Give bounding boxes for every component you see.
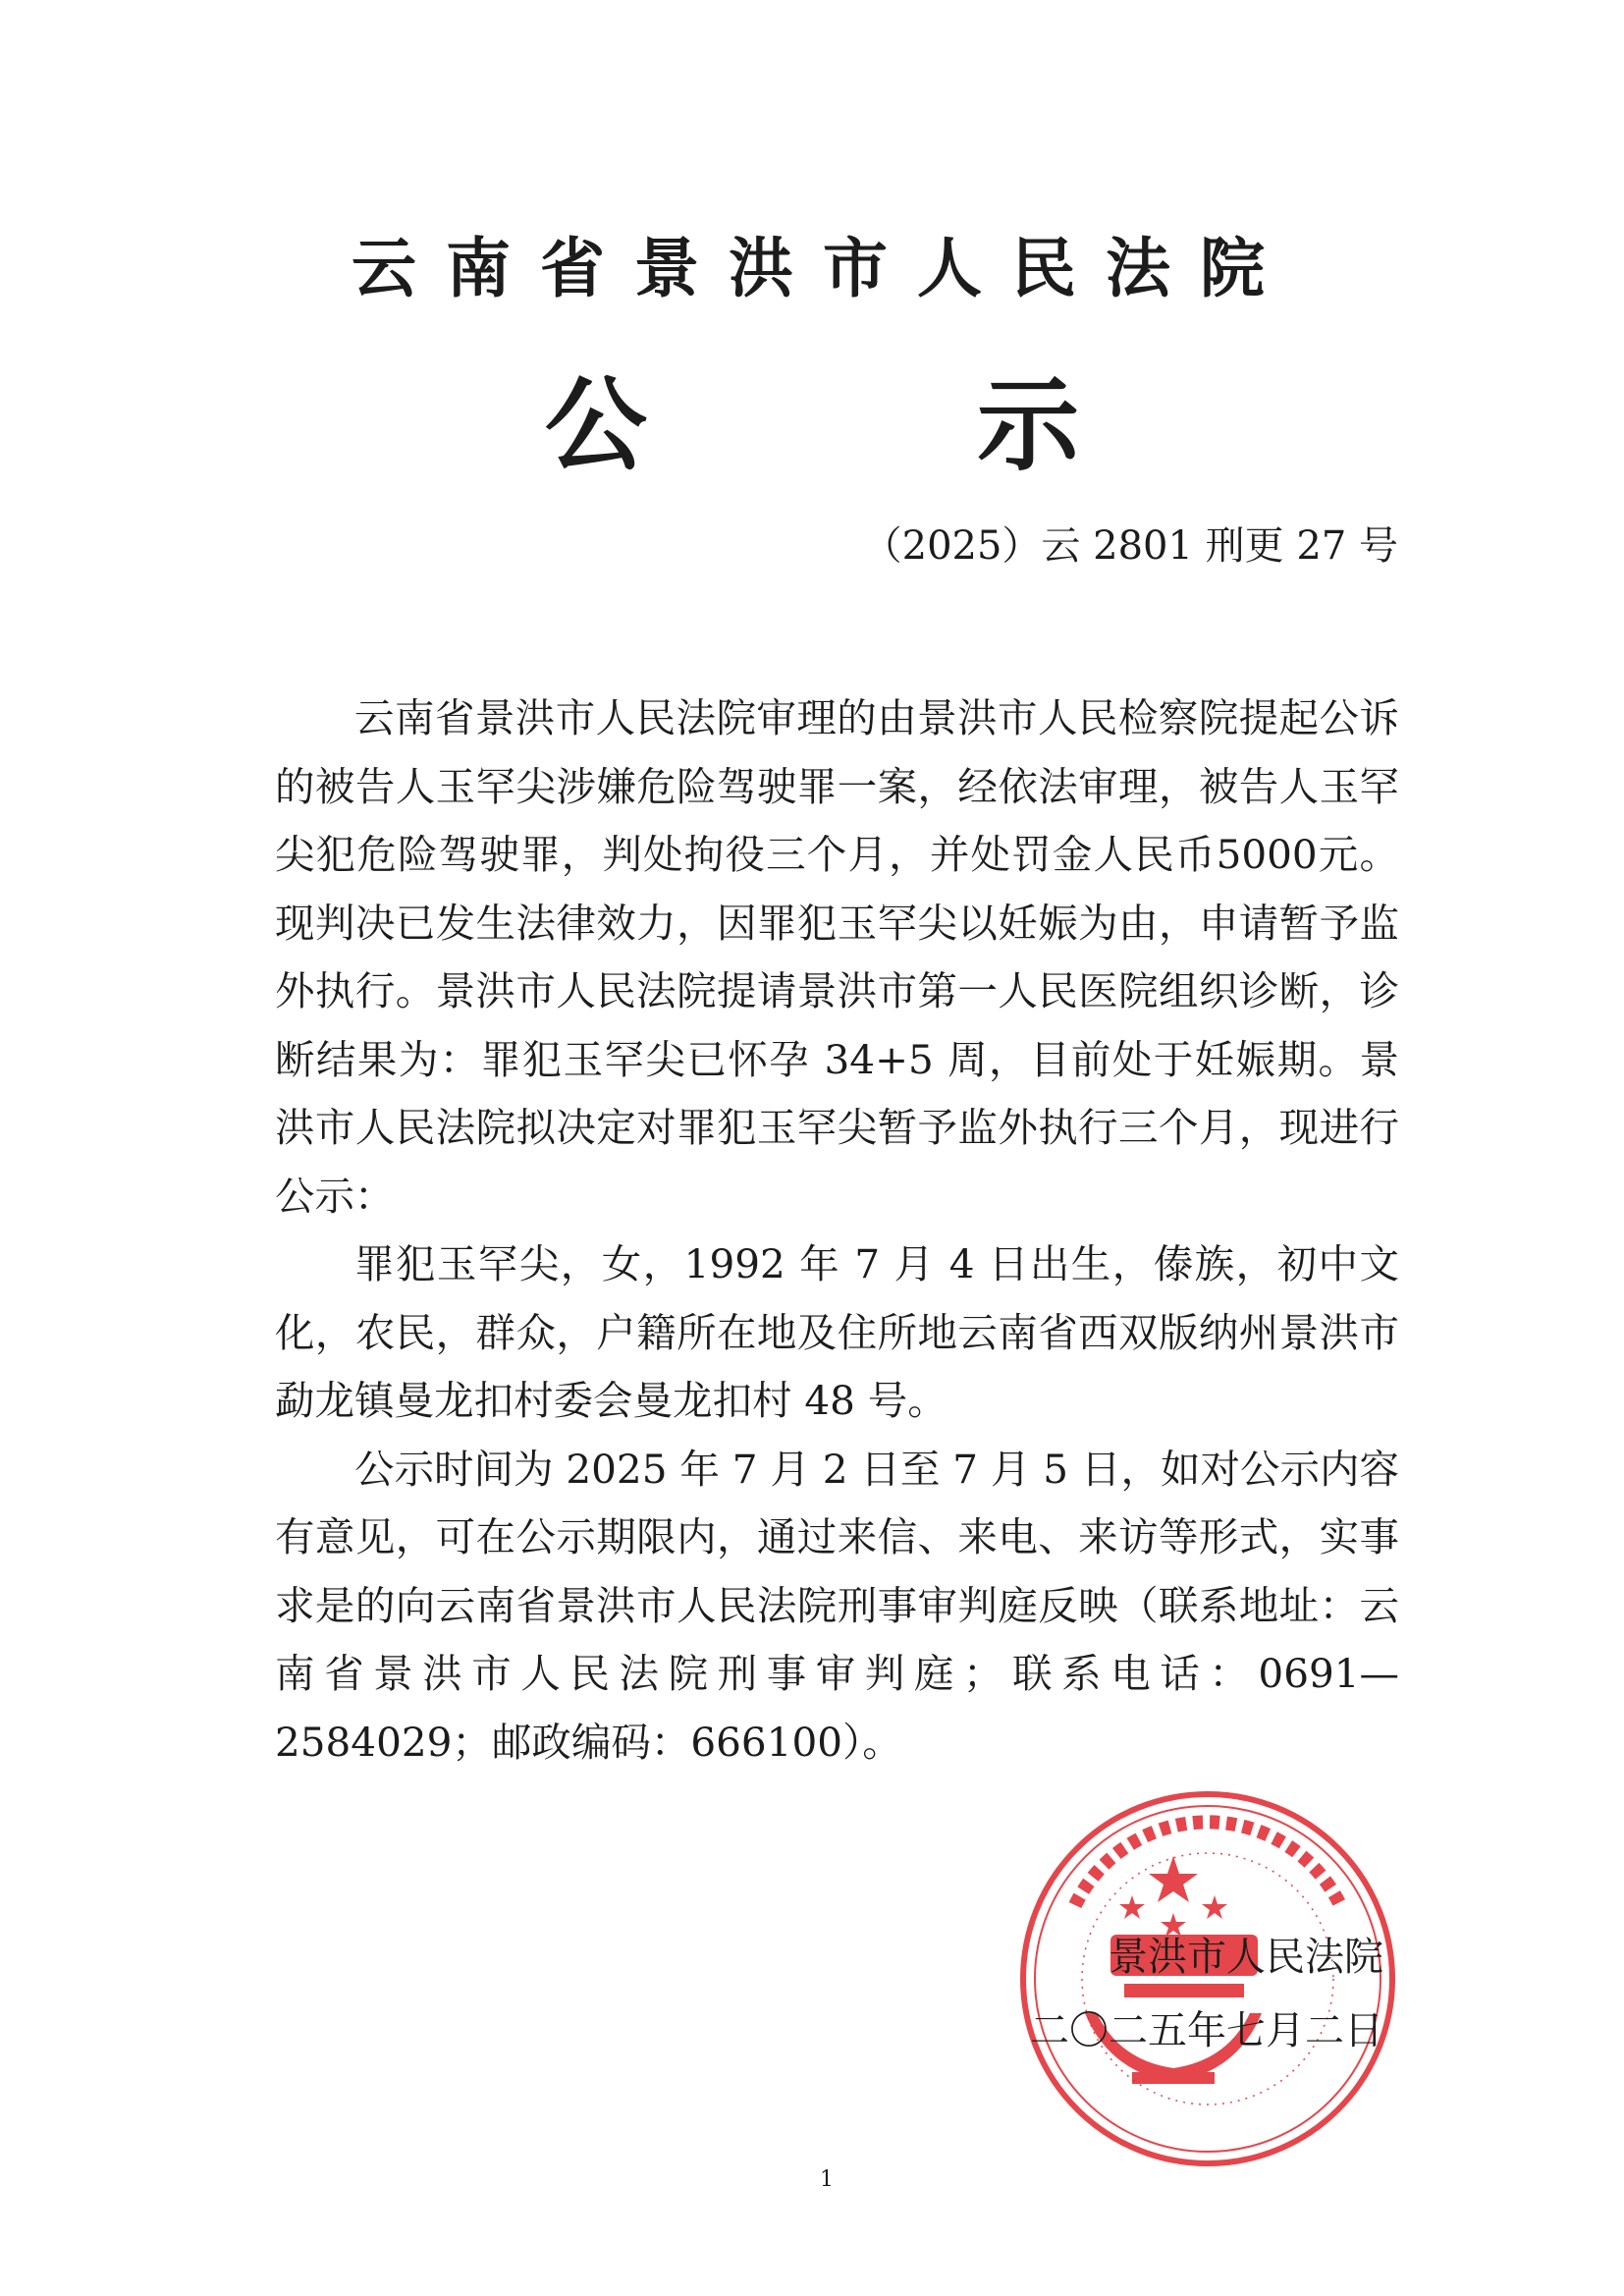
paragraph-offender-info: 罪犯玉罕尖，女，1992 年 7 月 4 日出生，傣族，初中文化，农民，群众，户籍所在地及住所地云南省西双版纳州景洪市勐龙镇曼龙扣村委会曼龙扣村 48 号。	[275, 1240, 1399, 1424]
document-title: 公 示	[544, 364, 1227, 485]
court-name-heading: 云南省景洪市人民法院	[352, 230, 1294, 306]
case-number: （2025）云 2801 刑更 27 号	[862, 523, 1398, 569]
notice-body	[275, 684, 1399, 1777]
paragraph-publicity-period: 公示时间为 2025 年 7 月 2 日至 7 月 5 日，如对公示内容有意见，可在公示期限内，通过来信、来电、来访等形式，实事求是的向云南省景洪市人民法院刑事审判庭反映（联系地址：云南省景洪市人民法院刑事审判庭；联系电话：0691—2584029；邮政编码：666100）。	[275, 1445, 1399, 1766]
issue-date: 二〇二五年七月二日	[1030, 2008, 1383, 2053]
issuer-signature: 景洪市人民法院	[1109, 1935, 1383, 1980]
page-number: 1	[820, 2167, 834, 2192]
paragraph-case-summary: 云南省景洪市人民法院审理的由景洪市人民检察院提起公诉的被告人玉罕尖涉嫌危险驾驶罪一案，经依法审理，被告人玉罕尖犯危险驾驶罪，判处拘役三个月，并处罚金人民币5000元。现判决已发生法律效力，因罪犯玉罕尖以妊娠为由，申请暂予监外执行。景洪市人民法院提请景洪市第一人民医院组织诊断，诊断结果为：罪犯玉罕尖已怀孕 34+5 周，目前处于妊娠期。景洪市人民法院拟决定对罪犯玉罕尖暂予监外执行三个月，现进行公示：	[275, 694, 1399, 1220]
